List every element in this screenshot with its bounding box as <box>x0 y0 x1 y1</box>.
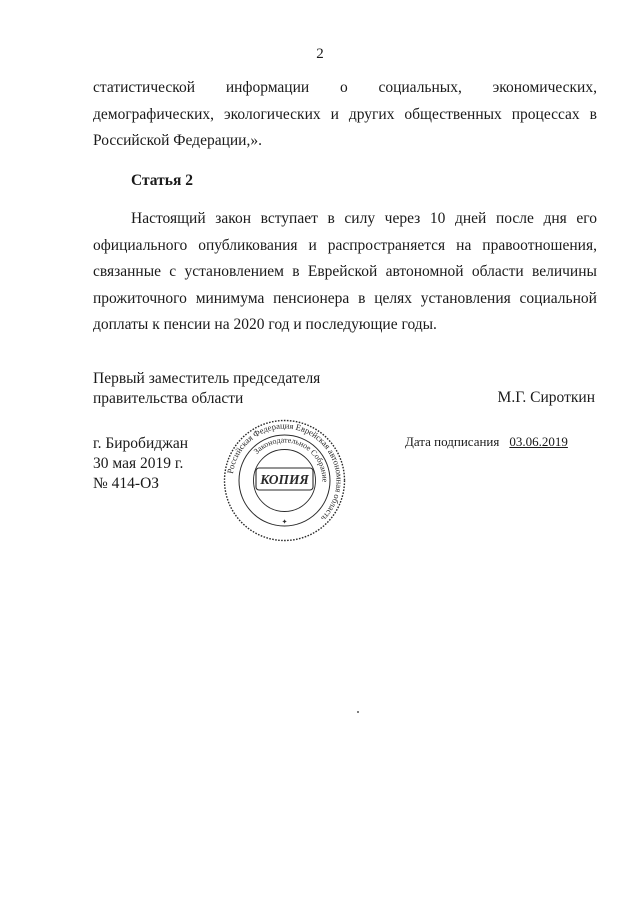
word: опубликования <box>198 236 298 254</box>
word: в <box>358 289 366 307</box>
word: силу <box>344 210 376 227</box>
word: дней <box>454 210 487 227</box>
word: экономических, <box>492 79 597 96</box>
word: величины <box>531 263 597 280</box>
word: установления <box>420 289 511 307</box>
word: области <box>471 263 524 280</box>
official-stamp <box>222 418 347 543</box>
article-paragraph <box>93 206 597 339</box>
stamp-outer-text: Российская Федерация Еврейская автономная область <box>224 420 345 524</box>
law-date: 30 мая 2019 г. <box>93 455 184 472</box>
word: целях <box>374 289 412 307</box>
city: г. Биробиджан <box>93 435 189 452</box>
stamp-inner-text: Законодательное Собрание <box>251 435 330 483</box>
signing-date <box>405 434 568 450</box>
continuation-line-1 <box>93 75 597 102</box>
word: социальной <box>519 289 597 307</box>
word: минимума <box>195 289 265 307</box>
word: процессах <box>511 105 580 123</box>
word: социальных, <box>378 79 462 96</box>
word: установлением <box>184 263 284 280</box>
article-line-5: доплаты к пенсии на 2020 год и последующие годы. <box>93 316 437 333</box>
place-and-date <box>93 434 188 494</box>
word: общественных <box>404 105 502 123</box>
stamp-center-text: КОПИЯ <box>260 472 309 487</box>
word: экологических <box>224 105 321 123</box>
continuation-line-3: Российской Федерации,». <box>93 132 262 149</box>
signer-title-line-2: правительства области <box>93 390 244 407</box>
continuation-line-2 <box>93 102 597 129</box>
word: вступает <box>260 210 318 227</box>
word: распространяется <box>327 236 446 254</box>
word: дня <box>543 210 567 227</box>
word: других <box>348 105 395 123</box>
word: и <box>330 105 339 123</box>
article-heading: Статья 2 <box>131 172 193 189</box>
law-number: № 414-ОЗ <box>93 475 160 492</box>
word: Настоящий <box>131 210 206 227</box>
word: официального <box>93 236 188 254</box>
word: через <box>384 210 421 227</box>
article-line-3 <box>93 259 597 286</box>
word: о <box>339 79 348 96</box>
word: информации <box>225 79 310 96</box>
article-line-2 <box>93 233 597 260</box>
scan-speck <box>357 711 359 713</box>
page-number: 2 <box>316 46 324 62</box>
word: в <box>292 263 300 280</box>
signing-date-value: 03.06.2019 <box>509 434 568 449</box>
signing-date-label: Дата подписания <box>405 434 500 449</box>
word: и <box>308 236 317 254</box>
signer-title <box>93 369 320 409</box>
word: демографических, <box>93 105 215 123</box>
word: после <box>495 210 534 227</box>
word: пенсионера <box>273 289 350 307</box>
word: его <box>576 210 597 227</box>
word: Еврейской <box>307 263 378 280</box>
word: с <box>169 263 177 280</box>
signer-name: М.Г. Сироткин <box>497 389 595 406</box>
word: правоотношения, <box>482 236 597 254</box>
star-icon: ✦ <box>281 518 288 526</box>
word: на <box>456 236 472 254</box>
article-line-4 <box>93 286 597 313</box>
article-line-1 <box>93 206 597 233</box>
word: в <box>589 105 597 123</box>
word: автономной <box>385 263 464 280</box>
word: в <box>327 210 335 227</box>
word: связанные <box>93 263 162 280</box>
word: прожиточного <box>93 289 187 307</box>
word: закон <box>215 210 252 227</box>
word: 10 <box>429 210 446 227</box>
word: статистической <box>93 79 196 96</box>
continuation-paragraph <box>93 75 597 155</box>
signer-title-line-1: Первый заместитель председателя <box>93 370 321 387</box>
